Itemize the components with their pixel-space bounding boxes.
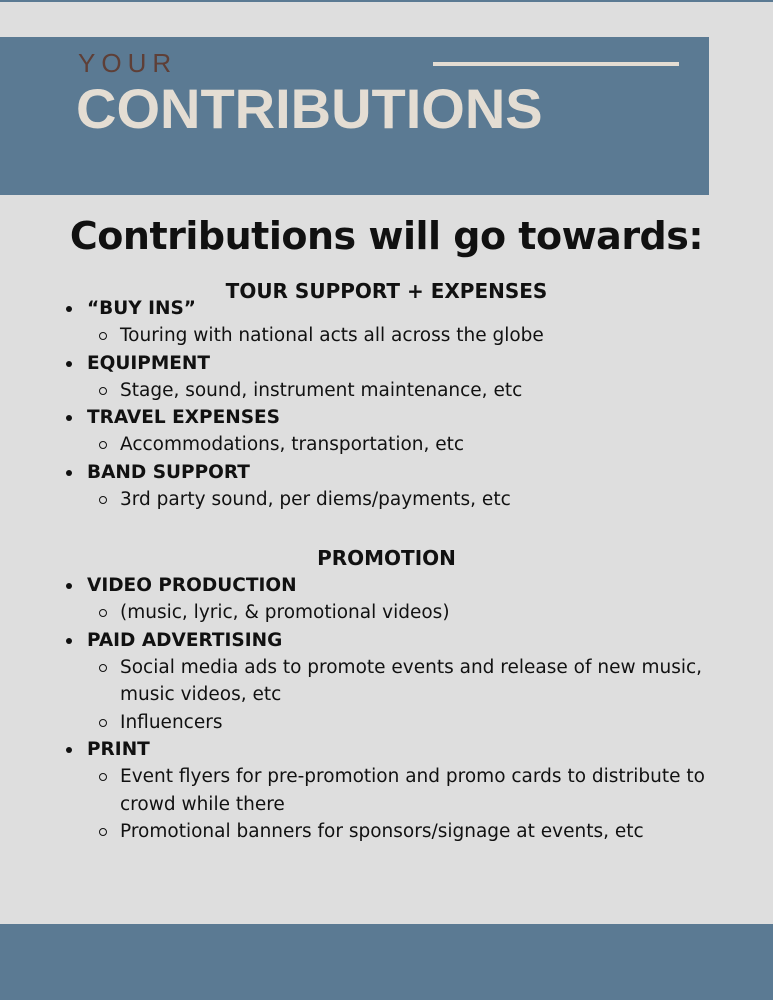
main-heading: Contributions will go towards: <box>69 214 704 258</box>
list-item-label: EQUIPMENT <box>64 350 724 377</box>
sub-list-item: Stage, sound, instrument maintenance, etc <box>120 377 724 405</box>
header-title: CONTRIBUTIONS <box>76 77 543 140</box>
list-item-label: PAID ADVERTISING <box>64 627 724 654</box>
section-heading-promotion: PROMOTION <box>317 546 456 570</box>
sub-list-item: Event flyers for pre-promotion and promo cards to distribute to crowd while there <box>120 763 724 818</box>
list-item <box>64 404 724 459</box>
list-item-label: TRAVEL EXPENSES <box>64 404 724 431</box>
promotion-list <box>64 572 724 846</box>
top-rule <box>0 0 773 2</box>
list-item-label: PRINT <box>64 736 724 763</box>
sub-list-item: Social media ads to promote events and release of new music, music videos, etc <box>120 654 724 709</box>
sub-list-item: Touring with national acts all across the globe <box>120 322 724 350</box>
section-heading-tour-support: TOUR SUPPORT + EXPENSES <box>225 279 548 303</box>
list-item <box>64 736 724 846</box>
sub-list <box>64 322 724 350</box>
sub-list <box>64 599 724 627</box>
list-item <box>64 295 724 350</box>
sub-list <box>64 377 724 405</box>
sub-list <box>64 654 724 737</box>
footer-band <box>0 924 773 1000</box>
list-item <box>64 627 724 737</box>
sub-list-item: (music, lyric, & promotional videos) <box>120 599 724 627</box>
sub-list-item: Influencers <box>120 709 724 737</box>
sub-list <box>64 763 724 846</box>
tour-support-list <box>64 295 724 513</box>
list-item-label: “BUY INS” <box>64 295 724 322</box>
sub-list <box>64 486 724 514</box>
list-item-label: VIDEO PRODUCTION <box>64 572 724 599</box>
list-item <box>64 572 724 627</box>
sub-list-item: Accommodations, transportation, etc <box>120 431 724 459</box>
sub-list-item: Promotional banners for sponsors/signage at events, etc <box>120 818 724 846</box>
header-kicker: YOUR <box>78 48 178 78</box>
header-divider-line <box>433 62 679 66</box>
list-item-label: BAND SUPPORT <box>64 459 724 486</box>
sub-list <box>64 431 724 459</box>
list-item <box>64 350 724 405</box>
sub-list-item: 3rd party sound, per diems/payments, etc <box>120 486 724 514</box>
list-item <box>64 459 724 514</box>
